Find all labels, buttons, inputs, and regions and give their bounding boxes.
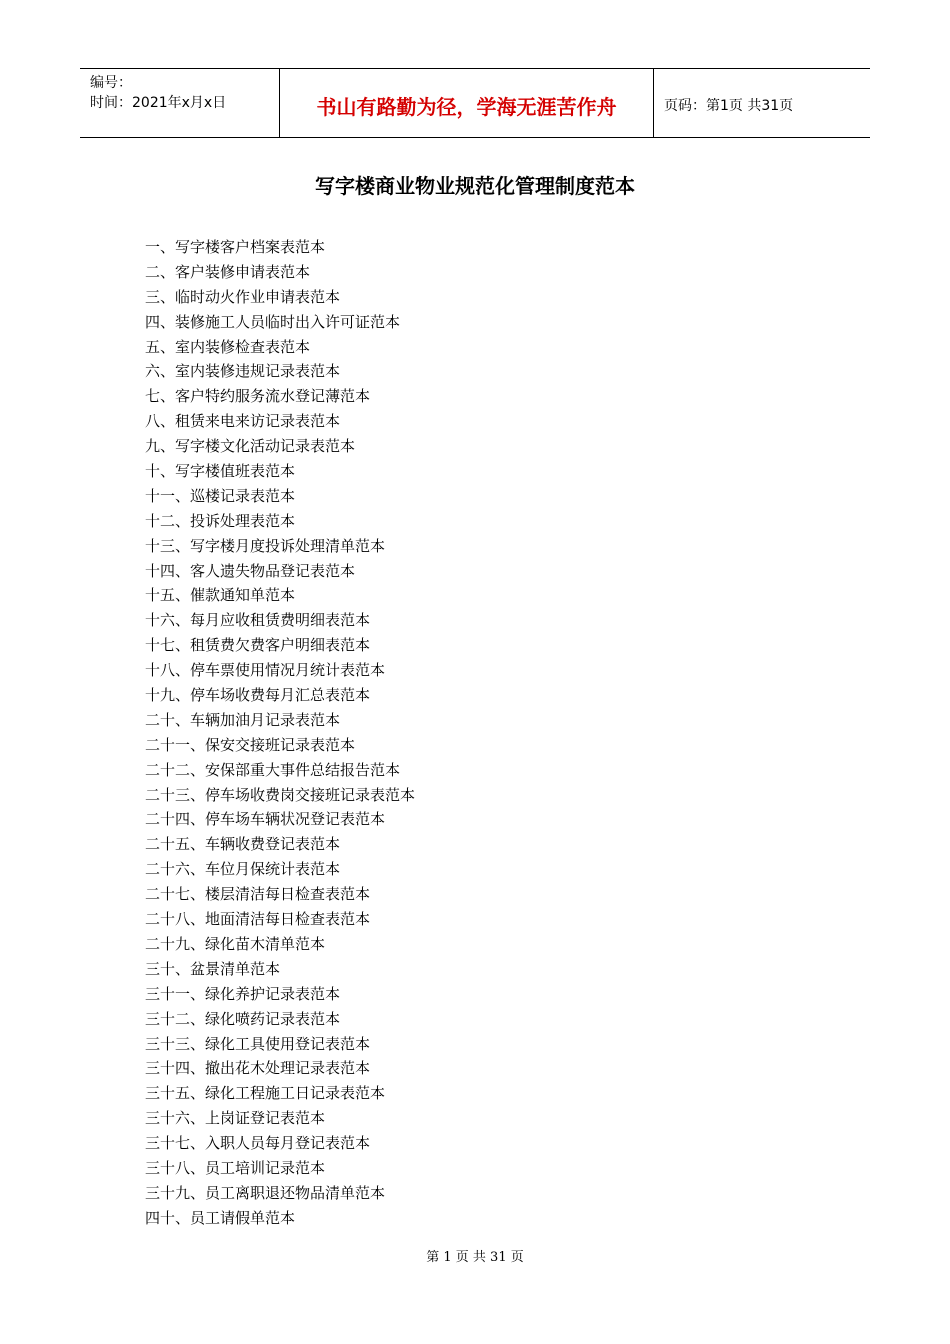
toc-item: 十一、巡楼记录表范本 xyxy=(145,486,296,505)
toc-item: 三十、盆景清单范本 xyxy=(145,959,281,978)
toc-item: 三十一、绿化养护记录表范本 xyxy=(145,984,341,1003)
toc-item: 三十六、上岗证登记表范本 xyxy=(145,1109,326,1128)
header-left-cell xyxy=(80,69,280,137)
toc-item: 二十、车辆加油月记录表范本 xyxy=(145,710,341,729)
toc-item: 十八、停车票使用情况月统计表范本 xyxy=(145,661,386,680)
toc-item: 二十四、停车场车辆状况登记表范本 xyxy=(145,810,386,829)
toc-item: 二十三、停车场收费岗交接班记录表范本 xyxy=(145,785,416,804)
toc-item: 十五、催款通知单范本 xyxy=(145,586,296,605)
toc-item: 三十四、撤出花木处理记录表范本 xyxy=(145,1059,371,1078)
document-title: 写字楼商业物业规范化管理制度范本 xyxy=(315,174,635,198)
toc-item: 七、客户特约服务流水登记薄范本 xyxy=(145,387,371,406)
toc-item: 三十八、员工培训记录范本 xyxy=(145,1158,326,1177)
page-footer: 第 1 页 共 31 页 xyxy=(426,1250,524,1265)
toc-item: 十七、租赁费欠费客户明细表范本 xyxy=(145,636,371,655)
page-header xyxy=(80,68,870,138)
toc-item: 二十八、地面清洁每日检查表范本 xyxy=(145,910,371,929)
toc-item: 四十、员工请假单范本 xyxy=(145,1208,296,1227)
toc-item: 三十三、绿化工具使用登记表范本 xyxy=(145,1034,371,1053)
toc-item: 六、室内装修违规记录表范本 xyxy=(145,362,341,381)
time-label: 时间：2021年x月x日 xyxy=(90,95,227,111)
toc-item: 二、客户装修申请表范本 xyxy=(145,262,311,281)
toc-item: 四、装修施工人员临时出入许可证范本 xyxy=(145,312,401,331)
toc-item: 二十六、车位月保统计表范本 xyxy=(145,860,341,879)
toc-item: 三十九、员工离职退还物品清单范本 xyxy=(145,1183,386,1202)
toc-item: 二十一、保安交接班记录表范本 xyxy=(145,735,356,754)
toc-item: 二十九、绿化苗木清单范本 xyxy=(145,934,326,953)
toc-item: 三十七、入职人员每月登记表范本 xyxy=(145,1134,371,1153)
toc-item: 三、临时动火作业申请表范本 xyxy=(145,287,341,306)
toc-item: 十九、停车场收费每月汇总表范本 xyxy=(145,686,371,705)
header-page-info: 页码：第1页 共31页 xyxy=(664,98,794,114)
toc-item: 五、室内装修检查表范本 xyxy=(145,337,311,356)
table-of-contents xyxy=(145,235,415,1231)
toc-item: 十、写字楼值班表范本 xyxy=(145,462,296,481)
toc-item: 九、写字楼文化活动记录表范本 xyxy=(145,437,356,456)
toc-item: 十二、投诉处理表范本 xyxy=(145,511,296,530)
toc-item: 二十五、车辆收费登记表范本 xyxy=(145,835,341,854)
toc-item: 三十五、绿化工程施工日记录表范本 xyxy=(145,1084,386,1103)
number-label: 编号： xyxy=(90,75,132,91)
toc-item: 十四、客人遗失物品登记表范本 xyxy=(145,561,356,580)
toc-item: 二十七、楼层清洁每日检查表范本 xyxy=(145,885,371,904)
toc-item: 一、写字楼客户档案表范本 xyxy=(145,238,326,256)
header-motto: 书山有路勤为径，学海无涯苦作舟 xyxy=(280,69,654,137)
toc-item: 三十二、绿化喷药记录表范本 xyxy=(145,1009,341,1028)
toc-item: 二十二、安保部重大事件总结报告范本 xyxy=(145,760,401,779)
toc-item: 八、租赁来电来访记录表范本 xyxy=(145,412,341,431)
toc-item: 十六、每月应收租赁费明细表范本 xyxy=(145,611,371,630)
toc-item: 十三、写字楼月度投诉处理清单范本 xyxy=(145,536,386,555)
